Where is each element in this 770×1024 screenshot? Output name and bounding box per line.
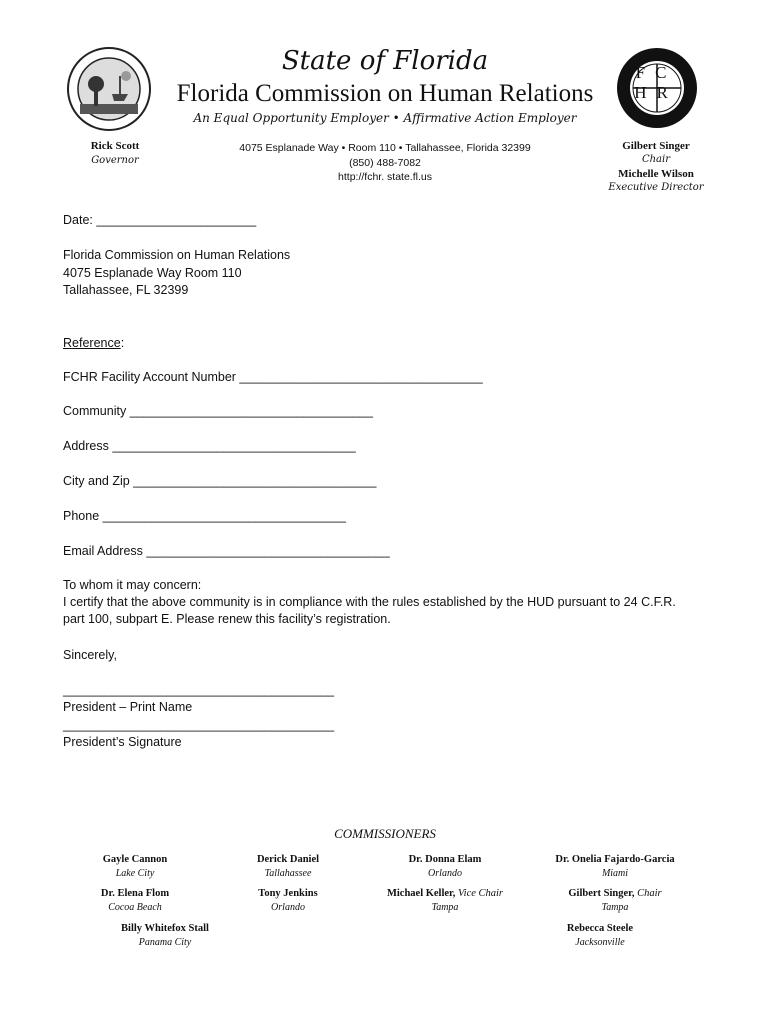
governor-name: Rick Scott: [90, 140, 140, 152]
commissioner-city: Lake City: [115, 868, 155, 879]
commissioner-city: Tampa: [431, 902, 459, 913]
fchr-letter-c: C: [655, 63, 677, 82]
salutation: To whom it may concern:: [63, 578, 202, 592]
commissioner-role: Chair: [634, 888, 662, 899]
recipient-line: Tallahassee, FL 32399: [63, 283, 189, 297]
field-account-number: FCHR Facility Account Number ___________________________________: [63, 370, 483, 384]
field-community: Community ___________________________________: [63, 404, 373, 418]
closing: Sincerely,: [63, 648, 117, 662]
state-title: State of Florida: [281, 46, 489, 76]
commissioner-city: Tampa: [601, 902, 629, 913]
commissioner-name: Dr. Onelia Fajardo-Garcia: [555, 854, 675, 865]
body-line-1: I certify that the above community is in compliance with the rules established by the HUD pursuant to 24 C.F.R.: [63, 595, 676, 609]
director-title: Executive Director: [608, 182, 704, 193]
website-link[interactable]: http://fchr. state.fl.us: [338, 171, 432, 183]
recipient-address: [63, 247, 290, 300]
commissioner-city: Tallahassee: [264, 868, 312, 879]
print-name-label: President – Print Name: [63, 700, 193, 714]
date-line: Date: _______________________: [63, 213, 257, 227]
commissioner-city: Cocoa Beach: [108, 902, 162, 913]
commissioner-name: Billy Whitefox Stall: [121, 923, 209, 934]
commissioner-city: Orlando: [271, 902, 305, 913]
fchr-letter-h: H: [634, 83, 657, 102]
commissioner-name-text: Gilbert Singer,: [568, 888, 635, 899]
commissioner-city: Miami: [601, 868, 629, 879]
reference-label: Reference: [63, 336, 121, 350]
signature-label: President’s Signature: [63, 735, 182, 749]
governor-title: Governor: [91, 155, 139, 166]
field-address: Address ___________________________________: [63, 439, 356, 453]
fchr-letter-f: F: [635, 63, 656, 82]
commissioner-name: Gayle Cannon: [102, 854, 168, 865]
signature-line-2: _______________________________________: [63, 718, 335, 732]
commissioner-city: Panama City: [138, 937, 192, 948]
field-city-zip: City and Zip ___________________________________: [63, 474, 377, 488]
reference-heading: [63, 335, 124, 353]
commissioner-name: Tony Jenkins: [258, 888, 318, 899]
field-email: Email Address ___________________________________: [63, 544, 390, 558]
tagline: An Equal Opportunity Employer • Affirmative Action Employer: [193, 111, 577, 125]
commissioner-name: [360, 888, 530, 899]
commissioner-city: Orlando: [428, 868, 462, 879]
commissioner-name: Dr. Donna Elam: [408, 854, 482, 865]
director-name: Michelle Wilson: [618, 168, 694, 180]
commissioner-role: Vice Chair: [455, 888, 504, 899]
commissioner-city: Jacksonville: [575, 937, 625, 948]
commissioners-heading: COMMISSIONERS: [334, 826, 436, 841]
commissioner-name: Derick Daniel: [256, 854, 320, 865]
commissioner-name-text: Michael Keller,: [386, 888, 456, 899]
org-name: Florida Commission on Human Relations: [176, 80, 594, 107]
recipient-line: 4075 Esplanade Way Room 110: [63, 265, 242, 280]
reference-colon: :: [120, 336, 125, 350]
field-phone: Phone ___________________________________: [63, 509, 346, 523]
commissioner-name: Dr. Elena Flom: [100, 888, 170, 899]
chair-name: Gilbert Singer: [622, 140, 690, 152]
commissioner-name: [530, 888, 700, 899]
chair-title: Chair: [641, 154, 671, 165]
commissioner-name: Rebecca Steele: [566, 923, 634, 934]
body-line-2: part 100, subpart E. Please renew this facility’s registration.: [63, 612, 391, 626]
state-seal-icon: [66, 46, 152, 132]
fchr-logo-letters: [627, 63, 685, 103]
recipient-line: Florida Commission on Human Relations: [63, 248, 291, 262]
address-line: 4075 Esplanade Way • Room 110 • Tallahassee, Florida 32399: [239, 142, 531, 154]
signature-line-1: _______________________________________: [63, 683, 335, 697]
fchr-letter-r: R: [656, 83, 678, 102]
phone-line: (850) 488-7082: [349, 157, 421, 169]
